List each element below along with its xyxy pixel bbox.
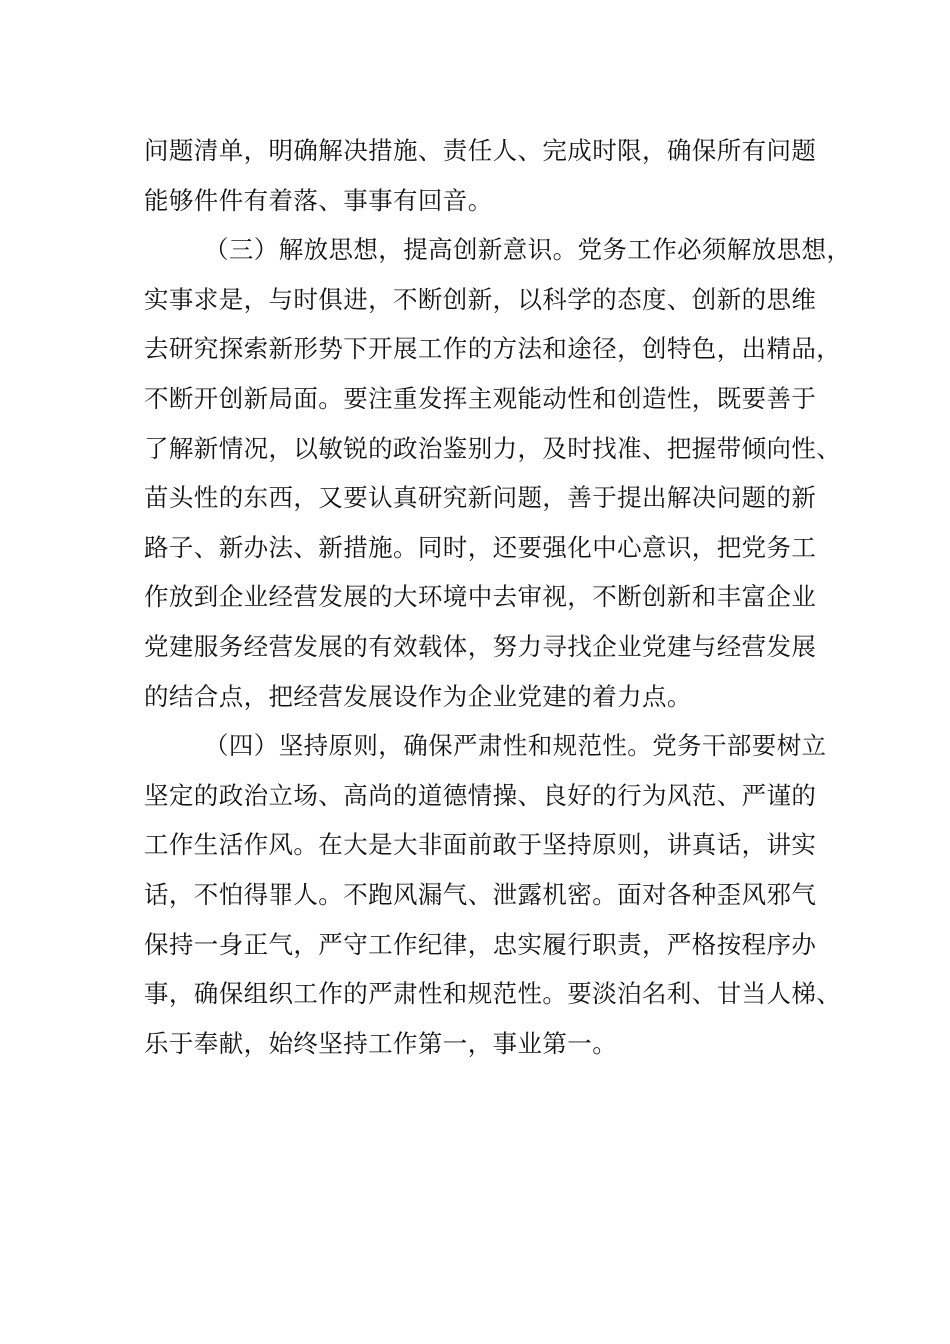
text-line: 保持一身正气，严守工作纪律，忠实履行职责，严格按程序办 [144, 929, 817, 959]
paragraph-heading-line: （三）解放思想，提高创新意识。党务工作必须解放思想， [204, 235, 852, 265]
text-line: 作放到企业经营发展的大环境中去审视，不断创新和丰富企业 [144, 582, 817, 612]
text-line: 实事求是，与时俱进，不断创新，以科学的态度、创新的思维 [144, 284, 817, 314]
text-line: 能够件件有着落、事事有回音。 [144, 185, 493, 215]
text-line: 问题清单，明确解决措施、责任人、完成时限，确保所有问题 [144, 136, 817, 165]
paragraph-heading-line: （四）坚持原则，确保严肃性和规范性。党务干部要树立 [204, 731, 827, 761]
text-line: 话，不怕得罪人。不跑风漏气、泄露机密。面对各种歪风邪气 [144, 879, 817, 909]
text-line: 不断开创新局面。要注重发挥主观能动性和创造性，既要善于 [144, 383, 817, 413]
text-line: 党建服务经营发展的有效载体，努力寻找企业党建与经营发展 [144, 631, 817, 661]
text-line: 工作生活作风。在大是大非面前敢于坚持原则，讲真话，讲实 [144, 830, 817, 860]
text-line: 事，确保组织工作的严肃性和规范性。要淡泊名利、甘当人梯、 [144, 979, 842, 1009]
text-line: 了解新情况，以敏锐的政治鉴别力，及时找准、把握带倾向性、 [144, 433, 842, 463]
text-line: 坚定的政治立场、高尚的道德情操、良好的行为风范、严谨的 [144, 780, 817, 810]
text-line: 去研究探索新形势下开展工作的方法和途径，创特色，出精品， [144, 334, 842, 364]
text-line: 的结合点，把经营发展设作为企业党建的着力点。 [144, 681, 692, 711]
document-body [144, 126, 852, 1068]
text-line: 乐于奉献，始终坚持工作第一，事业第一。 [144, 1028, 618, 1058]
text-line: 路子、新办法、新措施。同时，还要强化中心意识，把党务工 [144, 532, 817, 562]
text-line: 苗头性的东西，又要认真研究新问题，善于提出解决问题的新 [144, 483, 817, 513]
